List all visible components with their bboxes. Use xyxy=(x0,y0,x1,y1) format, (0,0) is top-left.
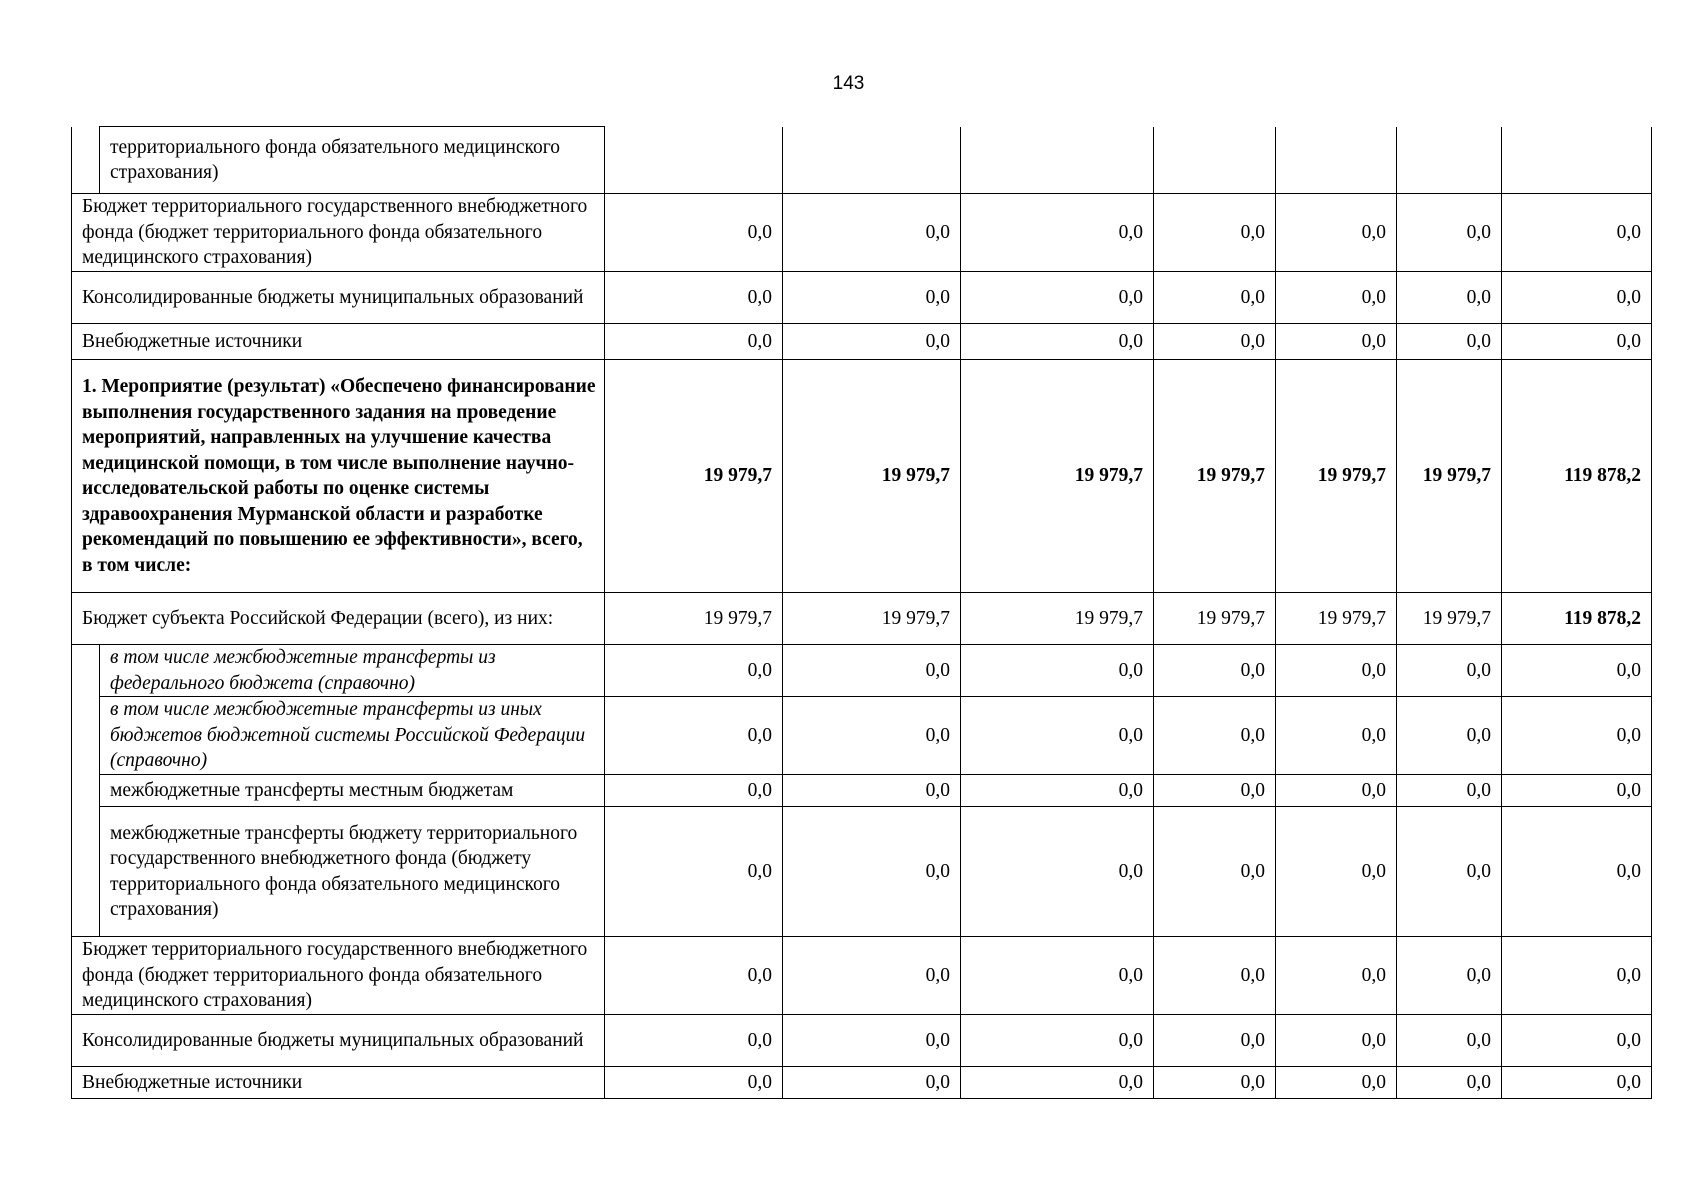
table-row xyxy=(72,645,1652,697)
row-label: в том числе межбюджетные трансферты из федерального бюджета (справочно) xyxy=(100,645,605,697)
value-cell: 0,0 xyxy=(1276,937,1397,1015)
value-cell: 0,0 xyxy=(1276,194,1397,272)
table-row xyxy=(72,127,1652,194)
budget-table xyxy=(71,126,1652,1099)
value-cell: 0,0 xyxy=(1397,194,1502,272)
value-cell: 0,0 xyxy=(1154,272,1276,324)
indent-cell xyxy=(72,127,100,194)
value-cell: 0,0 xyxy=(1276,775,1397,807)
value-cell: 0,0 xyxy=(605,807,783,937)
row-label: Бюджет территориального государственного внебюджетного фонда (бюджет территориального фонда обязательного медицинского страхования) xyxy=(72,937,605,1015)
value-cell: 0,0 xyxy=(783,194,961,272)
value-cell: 0,0 xyxy=(783,775,961,807)
value-cell: 0,0 xyxy=(783,1067,961,1099)
value-cell: 0,0 xyxy=(961,1015,1154,1067)
value-cell: 19 979,7 xyxy=(605,593,783,645)
value-cell: 19 979,7 xyxy=(1397,593,1502,645)
value-cell: 0,0 xyxy=(605,194,783,272)
value-cell: 19 979,7 xyxy=(1154,360,1276,593)
value-cell: 0,0 xyxy=(1154,697,1276,775)
value-cell: 0,0 xyxy=(605,937,783,1015)
value-cell: 19 979,7 xyxy=(1154,593,1276,645)
value-cell: 0,0 xyxy=(1397,937,1502,1015)
value-cell: 19 979,7 xyxy=(961,593,1154,645)
table-row xyxy=(72,1015,1652,1067)
value-cell: 0,0 xyxy=(783,324,961,360)
row-label: межбюджетные трансферты бюджету территориального государственного внебюджетного фонда (бюджету территориального фонда обязательного медицинского страхования) xyxy=(100,807,605,937)
row-label: в том числе межбюджетные трансферты из иных бюджетов бюджетной системы Российской Федерации (справочно) xyxy=(100,697,605,775)
row-label: Бюджет территориального государственного внебюджетного фонда (бюджет территориального фонда обязательного медицинского страхования) xyxy=(72,194,605,272)
value-cell: 0,0 xyxy=(961,272,1154,324)
value-cell: 0,0 xyxy=(1154,645,1276,697)
value-cell xyxy=(1397,127,1502,194)
value-cell: 0,0 xyxy=(961,194,1154,272)
value-cell-total: 0,0 xyxy=(1502,1067,1652,1099)
value-cell-total: 0,0 xyxy=(1502,937,1652,1015)
value-cell: 0,0 xyxy=(1154,1015,1276,1067)
value-cell: 19 979,7 xyxy=(1276,593,1397,645)
value-cell: 0,0 xyxy=(1154,775,1276,807)
value-cell xyxy=(961,127,1154,194)
value-cell: 19 979,7 xyxy=(605,360,783,593)
value-cell: 0,0 xyxy=(1154,937,1276,1015)
value-cell: 0,0 xyxy=(961,324,1154,360)
value-cell: 19 979,7 xyxy=(783,360,961,593)
value-cell: 0,0 xyxy=(1276,807,1397,937)
value-cell-total: 0,0 xyxy=(1502,324,1652,360)
value-cell-total: 0,0 xyxy=(1502,645,1652,697)
value-cell-total: 0,0 xyxy=(1502,807,1652,937)
value-cell: 0,0 xyxy=(783,1015,961,1067)
value-cell: 0,0 xyxy=(1276,272,1397,324)
value-cell: 0,0 xyxy=(1276,645,1397,697)
row-label: Бюджет субъекта Российской Федерации (всего), из них: xyxy=(72,593,605,645)
value-cell: 0,0 xyxy=(961,645,1154,697)
value-cell-total: 119 878,2 xyxy=(1502,360,1652,593)
table-row xyxy=(72,194,1652,272)
row-label: Внебюджетные источники xyxy=(72,324,605,360)
table-row xyxy=(72,697,1652,775)
value-cell: 0,0 xyxy=(1276,697,1397,775)
table-row xyxy=(72,775,1652,807)
value-cell: 0,0 xyxy=(1276,324,1397,360)
value-cell: 19 979,7 xyxy=(1276,360,1397,593)
value-cell: 0,0 xyxy=(961,775,1154,807)
value-cell: 0,0 xyxy=(783,937,961,1015)
value-cell-total xyxy=(1502,127,1652,194)
value-cell: 0,0 xyxy=(1154,807,1276,937)
value-cell-total: 119 878,2 xyxy=(1502,593,1652,645)
row-label: межбюджетные трансферты местным бюджетам xyxy=(100,775,605,807)
value-cell: 0,0 xyxy=(1397,324,1502,360)
value-cell: 0,0 xyxy=(605,1067,783,1099)
value-cell: 0,0 xyxy=(1397,697,1502,775)
value-cell: 19 979,7 xyxy=(1397,360,1502,593)
indent-cell xyxy=(72,697,100,775)
value-cell: 0,0 xyxy=(961,1067,1154,1099)
value-cell: 0,0 xyxy=(1397,1015,1502,1067)
value-cell: 0,0 xyxy=(605,324,783,360)
table-row xyxy=(72,1067,1652,1099)
indent-cell xyxy=(72,645,100,697)
value-cell: 0,0 xyxy=(1397,807,1502,937)
value-cell xyxy=(783,127,961,194)
row-label: территориального фонда обязательного медицинского страхования) xyxy=(100,127,605,194)
value-cell: 0,0 xyxy=(1276,1015,1397,1067)
value-cell: 0,0 xyxy=(961,697,1154,775)
table-row xyxy=(72,360,1652,593)
value-cell-total: 0,0 xyxy=(1502,1015,1652,1067)
value-cell: 0,0 xyxy=(1397,775,1502,807)
value-cell: 0,0 xyxy=(1397,1067,1502,1099)
value-cell: 0,0 xyxy=(1397,645,1502,697)
indent-cell xyxy=(72,775,100,807)
value-cell: 0,0 xyxy=(1276,1067,1397,1099)
value-cell: 0,0 xyxy=(605,272,783,324)
value-cell xyxy=(605,127,783,194)
table-row xyxy=(72,272,1652,324)
value-cell xyxy=(1154,127,1276,194)
table-row xyxy=(72,593,1652,645)
value-cell: 0,0 xyxy=(1154,324,1276,360)
value-cell: 0,0 xyxy=(961,937,1154,1015)
value-cell: 0,0 xyxy=(605,775,783,807)
row-label: 1. Мероприятие (результат) «Обеспечено финансирование выполнения государственного задания на проведение мероприятий, направленных на улучшение качества медицинской помощи, в том числе выполнение научно-исследовательской работы по оценке системы здравоохранения Мурманской области и разработке рекомендаций по повышению ее эффективности», всего, в том числе: xyxy=(72,360,605,593)
row-label: Консолидированные бюджеты муниципальных образований xyxy=(72,272,605,324)
value-cell: 0,0 xyxy=(1397,272,1502,324)
page-number: 143 xyxy=(832,73,865,94)
value-cell: 0,0 xyxy=(1154,194,1276,272)
value-cell-total: 0,0 xyxy=(1502,194,1652,272)
row-label: Консолидированные бюджеты муниципальных образований xyxy=(72,1015,605,1067)
table-row xyxy=(72,807,1652,937)
table-row xyxy=(72,937,1652,1015)
value-cell: 0,0 xyxy=(783,272,961,324)
value-cell: 19 979,7 xyxy=(961,360,1154,593)
value-cell-total: 0,0 xyxy=(1502,697,1652,775)
value-cell: 19 979,7 xyxy=(783,593,961,645)
table-row xyxy=(72,324,1652,360)
value-cell: 0,0 xyxy=(605,697,783,775)
value-cell: 0,0 xyxy=(783,807,961,937)
value-cell: 0,0 xyxy=(783,697,961,775)
table-body xyxy=(72,127,1652,1099)
value-cell: 0,0 xyxy=(783,645,961,697)
value-cell: 0,0 xyxy=(1154,1067,1276,1099)
value-cell-total: 0,0 xyxy=(1502,272,1652,324)
value-cell: 0,0 xyxy=(605,1015,783,1067)
value-cell: 0,0 xyxy=(605,645,783,697)
value-cell xyxy=(1276,127,1397,194)
row-label: Внебюджетные источники xyxy=(72,1067,605,1099)
value-cell: 0,0 xyxy=(961,807,1154,937)
indent-cell xyxy=(72,807,100,937)
value-cell-total: 0,0 xyxy=(1502,775,1652,807)
